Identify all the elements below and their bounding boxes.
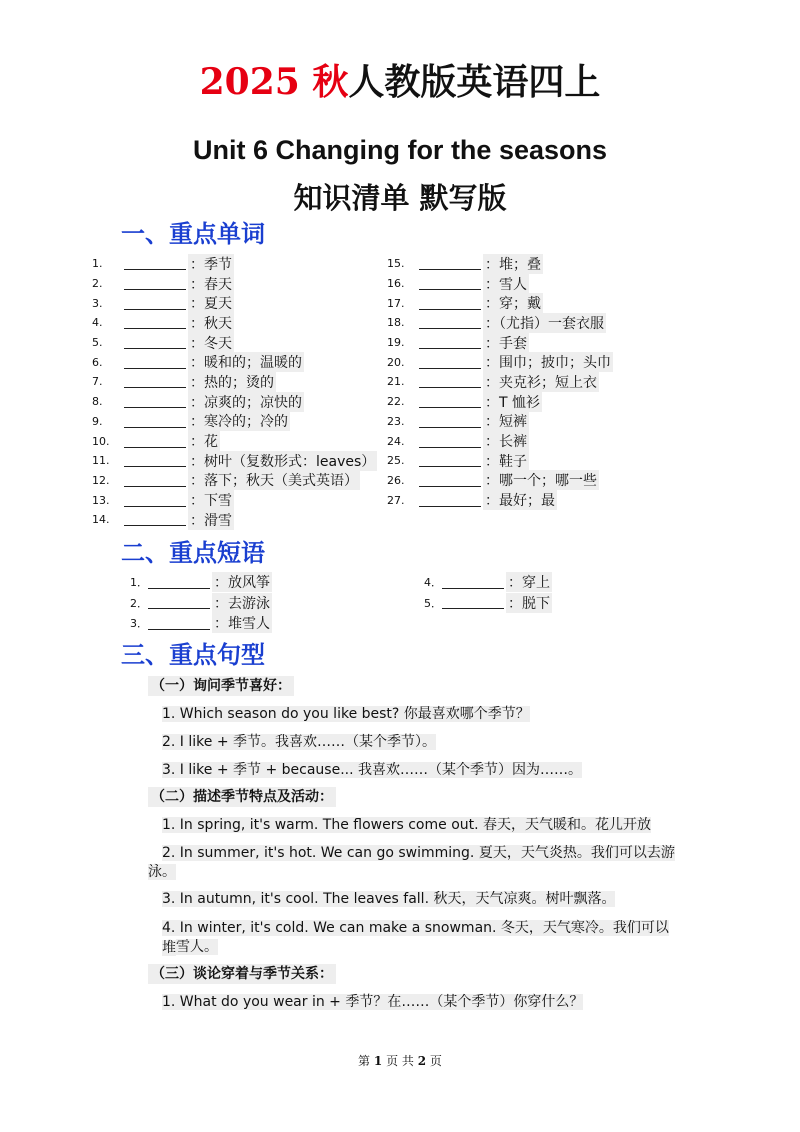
- answer-blank[interactable]: [419, 395, 481, 408]
- item-number: 5.: [92, 336, 103, 350]
- word-item: [387, 392, 613, 412]
- answer-blank[interactable]: [442, 596, 504, 609]
- item-number: 27.: [387, 493, 405, 507]
- word-item: [387, 372, 613, 392]
- phrase-item: [128, 593, 272, 614]
- answer-blank[interactable]: [124, 494, 186, 507]
- sentence-continuation: 泳。: [148, 864, 176, 880]
- answer-blank[interactable]: [124, 395, 186, 408]
- item-number: 4．: [424, 576, 442, 590]
- phrases-heading: 二、重点短语: [121, 538, 265, 567]
- word-item: [92, 293, 377, 313]
- item-number: 12.: [92, 473, 110, 487]
- word-item: [92, 254, 377, 274]
- item-number: 21.: [387, 375, 405, 389]
- answer-blank[interactable]: [124, 316, 186, 329]
- group3-heading: （三）谈论穿着与季节关系：: [148, 964, 336, 984]
- sentence-item: 1. In spring, it's warm. The flowers come out. 春天，天气暖和。花儿开放: [162, 817, 652, 833]
- item-meaning: ：去游泳: [212, 593, 272, 613]
- word-item: [387, 274, 613, 294]
- item-number: 18.: [387, 316, 405, 330]
- item-number: 4.: [92, 316, 103, 330]
- sentence-item: 4. In winter, it's cold. We can make a snowman. 冬天，天气寒冷。我们可以堆: [162, 920, 669, 956]
- word-item: [92, 352, 377, 372]
- word-item: [387, 333, 613, 353]
- word-item: [92, 510, 377, 530]
- item-number: 1.: [92, 257, 103, 271]
- item-number: 19.: [387, 336, 405, 350]
- word-item: [387, 254, 613, 274]
- item-meaning: ：最好；最: [483, 490, 557, 510]
- item-meaning: ：穿；戴: [483, 293, 543, 313]
- item-number: 16.: [387, 277, 405, 291]
- item-meaning: ：落下；秋天（美式英语）: [188, 470, 360, 490]
- phrase-item: [128, 613, 272, 634]
- item-meaning: ：秋天: [188, 313, 234, 333]
- word-item: [387, 490, 613, 510]
- sentence-item: 1. Which season do you like best? 你最喜欢哪个季节？: [162, 706, 530, 722]
- item-number: 13.: [92, 493, 110, 507]
- phrases-right-column: [422, 572, 552, 613]
- answer-blank[interactable]: [442, 576, 504, 589]
- sentence-item: 2. In summer, it's hot. We can go swimming. 夏天，天气炎热。我们可以去游: [162, 845, 675, 861]
- answer-blank[interactable]: [148, 576, 210, 589]
- item-number: 22.: [387, 395, 405, 409]
- item-number: 7.: [92, 375, 103, 389]
- sentence-item: 1. What do you wear in + 季节？在……（某个季节）你穿什么？: [162, 994, 584, 1010]
- answer-blank[interactable]: [148, 617, 210, 630]
- item-number: 2．: [130, 596, 148, 610]
- item-number: 2.: [92, 277, 103, 291]
- answer-blank[interactable]: [419, 356, 481, 369]
- answer-blank[interactable]: [419, 277, 481, 290]
- sentence-item: 3. I like + 季节 + because... 我喜欢……（某个季节）因为……。: [162, 762, 583, 778]
- item-meaning: ：放风筝: [212, 572, 272, 592]
- item-number: 11.: [92, 454, 110, 468]
- item-number: 23.: [387, 414, 405, 428]
- word-item: [92, 490, 377, 510]
- word-item: [387, 471, 613, 491]
- item-meaning: ：季节: [188, 254, 234, 274]
- answer-blank[interactable]: [419, 454, 481, 467]
- title-rest: 人教版英语四上: [348, 61, 601, 103]
- phrases-left-column: [128, 572, 272, 634]
- item-meaning: ：穿上: [506, 572, 552, 592]
- phrase-item: [422, 593, 552, 614]
- item-meaning: ：暖和的；温暖的: [188, 352, 304, 372]
- answer-blank[interactable]: [419, 336, 481, 349]
- item-number: 9.: [92, 414, 103, 428]
- item-number: 3.: [92, 296, 103, 310]
- item-meaning: ：堆；叠: [483, 254, 543, 274]
- sentences-heading: 三、重点句型: [121, 640, 265, 669]
- item-meaning: ：脱下: [506, 593, 552, 613]
- sentence-item: 3. In autumn, it's cool. The leaves fall. 秋天，天气凉爽。树叶飘落。: [162, 891, 616, 907]
- answer-blank[interactable]: [124, 277, 186, 290]
- item-meaning: ：滑雪: [188, 510, 234, 530]
- answer-blank[interactable]: [124, 336, 186, 349]
- word-item: [92, 333, 377, 353]
- words-right-column: [387, 254, 613, 510]
- document-title: [0, 58, 800, 106]
- item-meaning: ：花: [188, 431, 220, 451]
- item-number: 3．: [130, 617, 148, 631]
- page-footer: 第 1 页 共 2 页: [358, 1054, 442, 1068]
- answer-blank[interactable]: [419, 494, 481, 507]
- phrase-item: [422, 572, 552, 593]
- answer-blank[interactable]: [124, 435, 186, 448]
- item-meaning: ：凉爽的；凉快的: [188, 392, 304, 412]
- item-meaning: ：树叶（复数形式：leaves）: [188, 451, 377, 471]
- item-meaning: ：寒冷的；冷的: [188, 411, 290, 431]
- item-number: 25.: [387, 454, 405, 468]
- word-item: [92, 372, 377, 392]
- item-meaning: ：长裤: [483, 431, 529, 451]
- item-meaning: ：（尤指）一套衣服: [483, 313, 606, 333]
- item-meaning: ：春天: [188, 274, 234, 294]
- word-item: [92, 471, 377, 491]
- item-number: 24.: [387, 434, 405, 448]
- word-item: [92, 412, 377, 432]
- words-heading: 一、重点单词: [121, 219, 265, 248]
- answer-blank[interactable]: [124, 415, 186, 428]
- word-item: [387, 352, 613, 372]
- item-meaning: ：夹克衫；短上衣: [483, 372, 599, 392]
- answer-blank[interactable]: [419, 474, 481, 487]
- answer-blank[interactable]: [124, 356, 186, 369]
- answer-blank[interactable]: [419, 435, 481, 448]
- item-meaning: ：哪一个；哪一些: [483, 470, 599, 490]
- word-item: [92, 274, 377, 294]
- answer-blank[interactable]: [419, 297, 481, 310]
- item-number: 20.: [387, 355, 405, 369]
- answer-blank[interactable]: [124, 513, 186, 526]
- word-item: [92, 313, 377, 333]
- word-item: [387, 431, 613, 451]
- item-meaning: ：鞋子: [483, 451, 529, 471]
- item-meaning: ：T 恤衫: [483, 392, 542, 412]
- answer-blank[interactable]: [124, 297, 186, 310]
- item-meaning: ：堆雪人: [212, 613, 272, 633]
- word-item: [387, 412, 613, 432]
- words-left-column: [92, 254, 377, 530]
- answer-blank[interactable]: [419, 257, 481, 270]
- item-meaning: ：手套: [483, 333, 529, 353]
- item-meaning: ：雪人: [483, 274, 529, 294]
- word-item: [92, 451, 377, 471]
- word-item: [387, 293, 613, 313]
- item-number: 17.: [387, 296, 405, 310]
- word-item: [92, 392, 377, 412]
- group2-heading: （二）描述季节特点及活动：: [148, 787, 336, 807]
- item-number: 8.: [92, 395, 103, 409]
- item-number: 5．: [424, 596, 442, 610]
- sentence-continuation: 雪人。: [176, 939, 218, 955]
- answer-blank[interactable]: [419, 375, 481, 388]
- answer-blank[interactable]: [124, 474, 186, 487]
- answer-blank[interactable]: [419, 316, 481, 329]
- word-item: [387, 451, 613, 471]
- item-number: 10.: [92, 434, 110, 448]
- item-meaning: ：热的；烫的: [188, 372, 276, 392]
- item-meaning: ：短裤: [483, 411, 529, 431]
- item-number: 26.: [387, 473, 405, 487]
- unit-title: Unit 6 Changing for the seasons: [192, 135, 608, 165]
- answer-blank[interactable]: [419, 415, 481, 428]
- group1-heading: （一）询问季节喜好：: [148, 676, 294, 696]
- title-year: 2025 秋: [199, 61, 349, 103]
- phrase-item: [128, 572, 272, 593]
- item-number: 6.: [92, 355, 103, 369]
- item-number: 1．: [130, 576, 148, 590]
- item-number: 15.: [387, 257, 405, 271]
- word-item: [387, 313, 613, 333]
- item-meaning: ：夏天: [188, 293, 234, 313]
- item-meaning: ：下雪: [188, 490, 234, 510]
- word-item: [92, 431, 377, 451]
- answer-blank[interactable]: [124, 257, 186, 270]
- item-meaning: ：围巾；披巾；头巾: [483, 352, 613, 372]
- item-meaning: ：冬天: [188, 333, 234, 353]
- answer-blank[interactable]: [124, 454, 186, 467]
- item-number: 14.: [92, 513, 110, 527]
- sentence-item: 2. I like + 季节。我喜欢……（某个季节）。: [162, 734, 437, 750]
- doc-title: 知识清单 默写版: [293, 181, 507, 215]
- answer-blank[interactable]: [124, 375, 186, 388]
- answer-blank[interactable]: [148, 596, 210, 609]
